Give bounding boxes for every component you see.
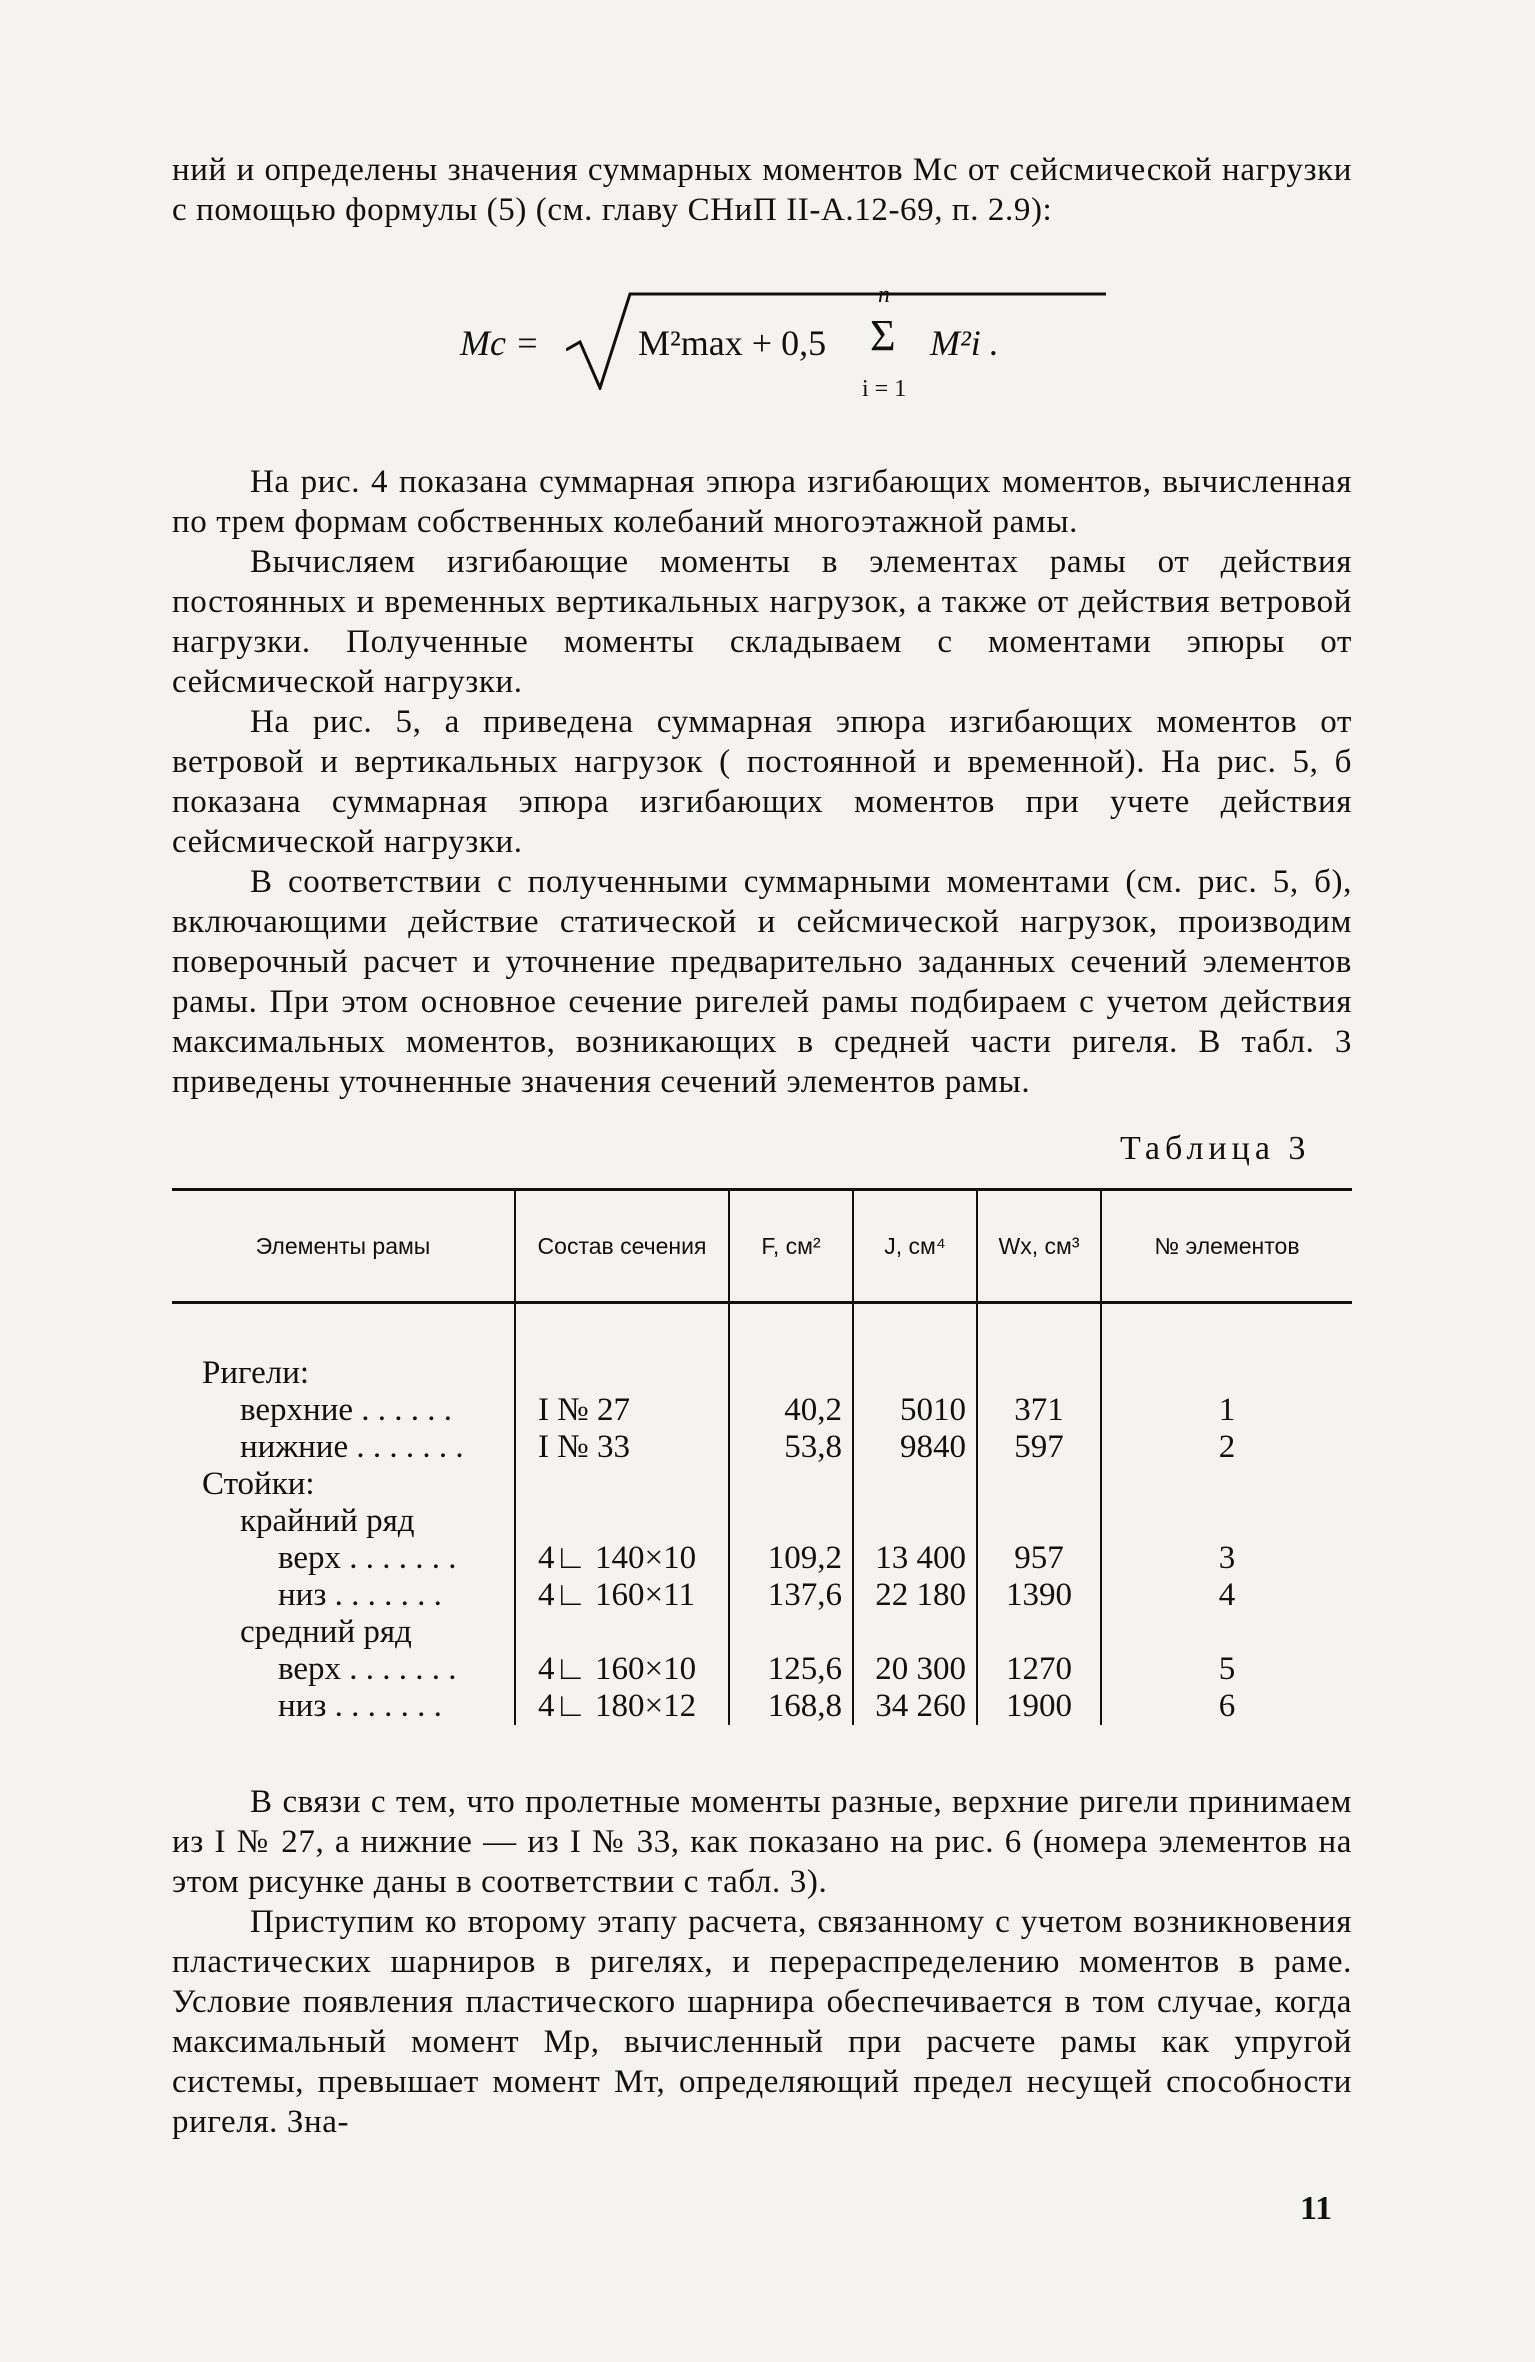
cell-no [1101, 1503, 1352, 1540]
cell-w: 1390 [977, 1577, 1101, 1614]
cell-j: 5010 [853, 1392, 977, 1429]
cell-element: Стойки: [202, 1465, 315, 1502]
cell-j: 20 300 [853, 1651, 977, 1688]
table-row [172, 1503, 1352, 1540]
cell-element: Ригели: [202, 1354, 310, 1391]
cell-j: 13 400 [853, 1540, 977, 1577]
cell-w: 1900 [977, 1688, 1101, 1725]
cell-w: 1270 [977, 1651, 1101, 1688]
table-header-row [172, 1190, 1352, 1303]
paragraph: В соответствии с полученными суммарными моментами (см. рис. 5, б), включающими действие статической и сейсмической нагрузок, производим поверочный расчет и уточнение предварительно заданных сечений элементов рамы. При этом основное сечение ригелей рамы подбираем с учетом действия максимальных моментов, возникающих в средней части ригеля. В табл. 3 приведены уточненные значения сечений элементов рамы. [172, 864, 1352, 1100]
cell-section [515, 1355, 729, 1392]
cell-j [853, 1503, 977, 1540]
column-header: Wx, см³ [977, 1190, 1101, 1303]
cell-j [853, 1355, 977, 1392]
cell-w [977, 1355, 1101, 1392]
table-row [172, 1429, 1352, 1466]
cell-w: 957 [977, 1540, 1101, 1577]
cell-element: крайний ряд [240, 1502, 415, 1539]
text-block-bottom [172, 1782, 1352, 2142]
formula-lhs: Mc = [460, 323, 540, 363]
page-number: 11 [1300, 2190, 1333, 2227]
cell-j: 22 180 [853, 1577, 977, 1614]
cell-section: 4∟ 160×11 [515, 1577, 729, 1614]
cell-section [515, 1466, 729, 1503]
cell-j: 34 260 [853, 1688, 977, 1725]
cell-section: 4∟ 180×12 [515, 1688, 729, 1725]
cell-no: 5 [1101, 1651, 1352, 1688]
paragraph: В связи с тем, что пролетные моменты разные, верхние ригели принимаем из I № 27, а нижние — из I № 33, как показано на рис. 6 (номера элементов на этом рисунке даны в соответствии с табл. 3). [172, 1784, 1352, 1900]
column-header: F, см² [729, 1190, 853, 1303]
cell-w [977, 1466, 1101, 1503]
table-row [172, 1688, 1352, 1725]
sum-upper-limit: n [878, 282, 890, 308]
paragraph: Вычисляем изгибающие моменты в элементах рамы от действия постоянных и временных вертикальных нагрузок, а также от действия ветровой нагрузки. Полученные моменты складываем с моментами эпюры от сейсмической нагрузки. [172, 544, 1352, 700]
sum-symbol: Σ [870, 311, 896, 360]
cell-f: 125,6 [729, 1651, 853, 1688]
cell-f [729, 1503, 853, 1540]
cell-f: 53,8 [729, 1429, 853, 1466]
cell-f: 168,8 [729, 1688, 853, 1725]
cell-no: 6 [1101, 1688, 1352, 1725]
cell-section [515, 1614, 729, 1651]
cell-section: 4∟ 160×10 [515, 1651, 729, 1688]
cell-f [729, 1614, 853, 1651]
cell-no: 2 [1101, 1429, 1352, 1466]
cell-f: 40,2 [729, 1392, 853, 1429]
cell-no [1101, 1614, 1352, 1651]
cell-j [853, 1614, 977, 1651]
cell-element: низ . . . . . . . [278, 1576, 442, 1613]
table-caption: Таблица 3 [1120, 1130, 1311, 1167]
cell-no: 3 [1101, 1540, 1352, 1577]
cell-f: 109,2 [729, 1540, 853, 1577]
column-header: Элементы рамы [172, 1190, 515, 1303]
formula-tail: M²i . [930, 323, 999, 363]
formula-inner: M²max + 0,5 [638, 323, 827, 363]
cell-no: 4 [1101, 1577, 1352, 1614]
cell-w [977, 1614, 1101, 1651]
paragraph: Приступим ко второму этапу расчета, связанному с учетом возникновения пластических шарниров в ригелях, и перераспределению моментов в раме. Условие появления пластического шарнира обеспечивается в том случае, когда максимальный момент Mp, вычисленный при расчете рамы как упругой системы, превышает момент Mт, определяющий предел несущей способности ригеля. Зна- [172, 1904, 1352, 2140]
cell-element: низ . . . . . . . [278, 1687, 442, 1724]
cell-no: 1 [1101, 1392, 1352, 1429]
cell-w: 371 [977, 1392, 1101, 1429]
table-row [172, 1614, 1352, 1651]
column-header: № элементов [1101, 1190, 1352, 1303]
cell-section: 4∟ 140×10 [515, 1540, 729, 1577]
cell-no [1101, 1466, 1352, 1503]
cell-element: верхние . . . . . . [240, 1391, 453, 1428]
table-row [172, 1577, 1352, 1614]
cell-element: верх . . . . . . . [278, 1539, 457, 1576]
sum-lower-limit: i = 1 [862, 376, 907, 402]
cell-f: 137,6 [729, 1577, 853, 1614]
paragraph: ний и определены значения суммарных моментов Mc от сейсмической нагрузки с помощью формулы (5) (см. главу СНиП II-А.12-69, п. 2.9): [172, 152, 1352, 228]
cell-w: 597 [977, 1429, 1101, 1466]
cell-j: 9840 [853, 1429, 977, 1466]
paragraph: На рис. 5, а приведена суммарная эпюра изгибающих моментов от ветровой и вертикальных нагрузок ( постоянной и временной). На рис. 5, б показана суммарная эпюра изгибающих моментов при учете действия сейсмической нагрузки. [172, 704, 1352, 860]
sections-table [172, 1188, 1352, 1725]
column-header: Состав сечения [515, 1190, 729, 1303]
cell-no [1101, 1355, 1352, 1392]
cell-j [853, 1466, 977, 1503]
column-header: J, см⁴ [853, 1190, 977, 1303]
table-row [172, 1651, 1352, 1688]
text-block-middle [172, 462, 1352, 1102]
cell-f [729, 1355, 853, 1392]
formula [460, 270, 1100, 410]
text-block-top [172, 150, 1352, 230]
cell-f [729, 1466, 853, 1503]
table-row [172, 1355, 1352, 1392]
cell-element: нижние . . . . . . . [240, 1428, 464, 1465]
table-spacer-row [172, 1303, 1352, 1355]
table-row [172, 1392, 1352, 1429]
table-row [172, 1466, 1352, 1503]
cell-element: средний ряд [240, 1613, 412, 1650]
table-row [172, 1540, 1352, 1577]
cell-section: I № 33 [515, 1429, 729, 1466]
cell-section [515, 1503, 729, 1540]
cell-w [977, 1503, 1101, 1540]
cell-element: верх . . . . . . . [278, 1650, 457, 1687]
cell-section: I № 27 [515, 1392, 729, 1429]
paragraph: На рис. 4 показана суммарная эпюра изгибающих моментов, вычисленная по трем формам собственных колебаний многоэтажной рамы. [172, 464, 1352, 540]
